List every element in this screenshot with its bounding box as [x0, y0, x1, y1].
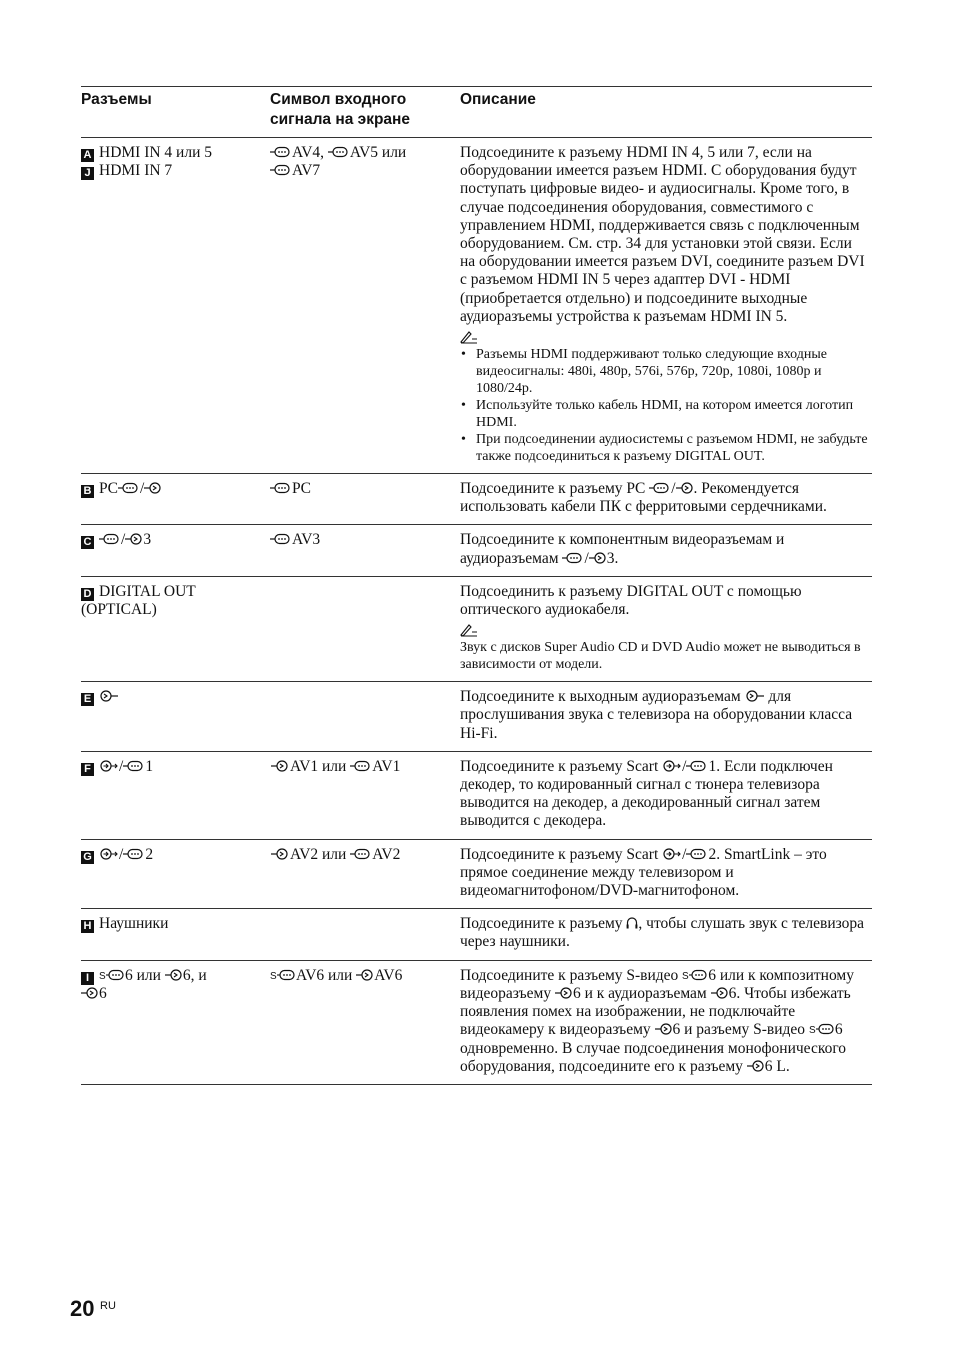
table-row-scart1 — [81, 751, 872, 839]
table-row-digital-out — [81, 576, 872, 681]
symbol-cell — [270, 682, 460, 752]
video-input-icon — [562, 551, 584, 565]
video-input-icon — [649, 481, 671, 495]
note-pencil-icon — [460, 623, 478, 637]
symbol-cell — [270, 751, 460, 839]
video-input-icon — [123, 759, 145, 773]
connector-name: Наушники — [99, 915, 169, 933]
s-video-icon — [809, 1022, 835, 1036]
audio-input-icon — [125, 532, 143, 546]
video-input-icon — [118, 481, 140, 495]
table-row-component — [81, 525, 872, 576]
connector-cell: I 6 или 6, и 6 — [81, 960, 270, 1084]
page-number: 20 — [70, 1296, 95, 1321]
headphones-icon — [626, 916, 638, 930]
scart-icon — [99, 759, 119, 773]
symbol-text: AV2 или — [290, 845, 351, 863]
label-badge: G — [81, 851, 94, 864]
description-text: Подсоедините к разъему HDMI IN 4, 5 или 7, если на оборудовании имеется разъем HDMI. С оборудования будут поступать цифровые видео- и аудиосигналы. Кроме того, в случае подсоединения оборудования, совместимого с управлением HDMI, поддерживается связь с подключенным оборудованием. См. стр. 34 для установки этой связи. Если на оборудовании имеется разъем DVI, соедините разъем DVI с разъемом HDMI IN 5 через адаптер DVI - HDMI (приобретается отдельно) и подсоедините выходные аудиоразъемы устройства к разъемам HDMI IN 5. — [460, 144, 865, 325]
video-input-icon — [328, 145, 350, 159]
scart-icon — [99, 847, 119, 861]
symbol-text: AV5 или — [349, 144, 407, 161]
s-video-icon — [682, 968, 708, 982]
symbol-cell — [270, 525, 460, 576]
note-text: Звук с дисков Super Audio CD и DVD Audio может не выводиться в зависимости от модели. — [460, 640, 861, 673]
video-input-icon — [270, 532, 292, 546]
table-row-pc — [81, 474, 872, 525]
connector-cell — [81, 909, 270, 960]
header-symbol-line2: сигнала на экране — [270, 111, 411, 128]
header-description: Описание — [460, 87, 872, 138]
video-input-icon — [356, 968, 374, 982]
description-cell: Подсоедините к разъему , чтобы слушать звук с телевизора через наушники. — [460, 909, 872, 960]
video-input-icon — [686, 759, 708, 773]
label-badge: C — [81, 536, 94, 549]
audio-input-icon — [747, 1059, 765, 1073]
description-cell: Подсоедините к разъему Scart / 2. SmartLink – это прямое соединение между телевизором и видеомагнитофоном/DVD-магнитофоном. — [460, 839, 872, 909]
video-input-icon — [270, 163, 292, 177]
label-badge: I — [81, 972, 94, 985]
symbol-cell — [270, 960, 460, 1084]
label-badge: A — [81, 149, 94, 162]
header-symbol — [270, 87, 460, 138]
connector-name: PC — [99, 480, 118, 498]
symbol-cell — [270, 138, 460, 474]
connector-name: HDMI IN 7 — [99, 162, 173, 180]
label-badge: E — [81, 693, 94, 706]
symbol-text: AV7 — [292, 162, 321, 180]
symbol-text: AV2 — [372, 845, 401, 863]
audio-input-icon — [589, 551, 607, 565]
symbol-cell — [270, 474, 460, 525]
symbol-text: PC — [292, 480, 311, 498]
label-badge: D — [81, 588, 94, 601]
video-input-icon — [123, 847, 145, 861]
video-input-icon — [165, 968, 183, 982]
symbol-cell — [270, 909, 460, 960]
connector-cell: C / 3 — [81, 525, 270, 576]
table-row-hdmi — [81, 138, 872, 474]
header-connectors: Разъемы — [81, 87, 270, 138]
connector-cell — [81, 682, 270, 752]
connector-name: DIGITAL OUT (OPTICAL) — [81, 582, 196, 619]
description-cell: Подсоедините к разъему PC / . Рекомендуется использовать кабели ПК с ферритовыми сердечниками. — [460, 474, 872, 525]
description-cell: Подсоедините к компонентным видеоразъемам и аудиоразъемам / 3. — [460, 525, 872, 576]
table-header-row — [81, 87, 872, 138]
description-text: Подсоединить к разъему DIGITAL OUT с помощью оптического аудиокабеля. — [460, 582, 802, 619]
header-symbol-line1: Символ входного — [270, 91, 407, 108]
note-item: • При подсоединении аудиосистемы с разъемом HDMI, не забудьте также подсоединиться к разъему DIGITAL OUT. — [460, 431, 870, 465]
symbol-text: AV1 или — [290, 757, 351, 775]
s-video-icon — [270, 968, 296, 982]
scart-icon — [662, 847, 682, 861]
connector-cell: F / 1 — [81, 751, 270, 839]
table-row-headphones — [81, 909, 872, 960]
video-input-icon — [350, 759, 372, 773]
note-item: • Используйте только кабель HDMI, на котором имеется логотип HDMI. — [460, 397, 870, 431]
audio-input-icon — [676, 481, 694, 495]
scart-input-icon — [270, 847, 290, 861]
description-cell: Подсоедините к разъему Scart / 1. Если подключен декодер, то кодированный сигнал с тюнера телевизора выводится на декодер, а декодированный сигнал затем выводится с декодера. — [460, 751, 872, 839]
label-badge: J — [81, 167, 94, 180]
table-row-audio-out — [81, 682, 872, 752]
symbol-cell — [270, 839, 460, 909]
table-row-av6 — [81, 960, 872, 1084]
notes-list — [460, 346, 870, 465]
audio-output-icon — [99, 689, 119, 703]
video-input-icon — [555, 986, 573, 1000]
connector-cell — [81, 576, 270, 681]
scart-input-icon — [270, 759, 290, 773]
symbol-cell — [270, 576, 460, 681]
table-row-scart2 — [81, 839, 872, 909]
connector-name: HDMI IN 4 или 5 — [99, 144, 213, 161]
video-input-icon — [350, 847, 372, 861]
language-code: RU — [100, 1300, 116, 1312]
audio-output-icon — [745, 689, 765, 703]
video-input-icon — [99, 532, 121, 546]
label-badge: B — [81, 485, 94, 498]
label-badge: F — [81, 763, 94, 776]
note-pencil-icon — [460, 330, 478, 344]
label-badge: H — [81, 920, 94, 933]
symbol-text: AV1 — [372, 757, 401, 775]
connections-table-page — [81, 86, 872, 1085]
connector-cell: B PC / — [81, 474, 270, 525]
video-input-icon — [655, 1022, 673, 1036]
note-item: • Разъемы HDMI поддерживают только следующие входные видеосигналы: 480i, 480p, 576i, 576p, 720p, 1080i, 1080p и 1080/24p. — [460, 346, 870, 397]
symbol-text: AV4, — [292, 144, 325, 161]
connector-cell — [81, 138, 270, 474]
scart-icon — [662, 759, 682, 773]
description-cell — [460, 576, 872, 681]
connector-cell: G / 2 — [81, 839, 270, 909]
video-input-icon — [270, 145, 292, 159]
connections-table — [81, 86, 872, 1085]
video-input-icon — [270, 481, 292, 495]
audio-input-icon — [81, 986, 99, 1000]
symbol-text: AV3 — [292, 531, 321, 549]
description-cell: Подсоедините к разъему S-видео 6 или к композитному видеоразъему 6 и к аудиоразъемам 6. Чтобы избежать появления помех на изображении, не подключайте видеокамеру к видеоразъему 6 и разъему S-видео 6 одновременно. В случае подсоединения монофонического оборудования, подсоедините его к разъему 6 L. — [460, 960, 872, 1084]
description-cell: Подсоедините к выходным аудиоразъемам для прослушивания звука с телевизора на оборудовании класса Hi-Fi. — [460, 682, 872, 752]
symbol-text: AV6 или — [296, 966, 357, 984]
video-input-icon — [686, 847, 708, 861]
audio-input-icon — [711, 986, 729, 1000]
audio-input-icon — [144, 481, 162, 495]
s-video-icon — [99, 968, 125, 982]
description-cell — [460, 138, 872, 474]
symbol-text: AV6 — [374, 966, 403, 984]
